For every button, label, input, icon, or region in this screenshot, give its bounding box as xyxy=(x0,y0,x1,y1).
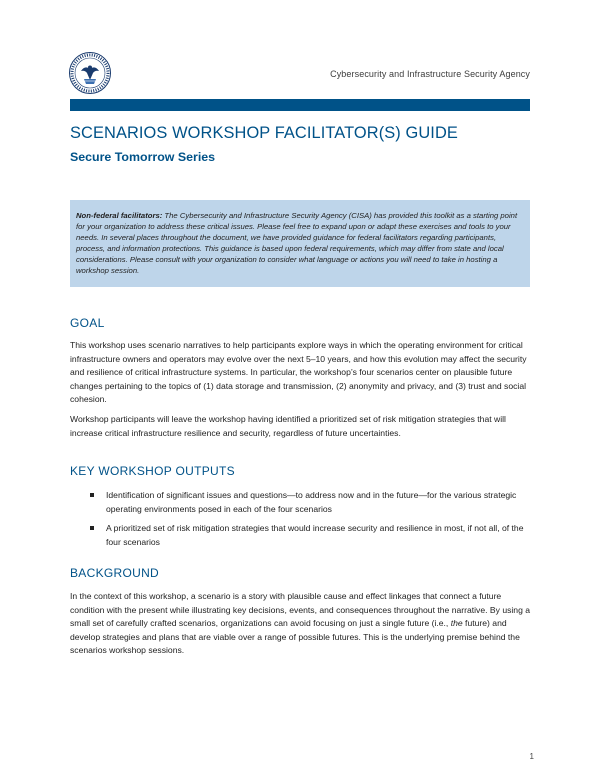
list-item xyxy=(70,489,532,516)
page-subtitle: Secure Tomorrow Series xyxy=(70,150,216,164)
list-item xyxy=(70,522,532,549)
background-text: future) and develop strategies and plans that are viable over a range of possible futures. This is the underlying premise behind the scenarios workshop sessions. xyxy=(70,618,520,655)
page-title: SCENARIOS WORKSHOP FACILITATOR(S) GUIDE xyxy=(70,124,458,142)
background-heading: BACKGROUND xyxy=(70,566,160,580)
notice-lead: Non-federal facilitators: xyxy=(76,211,163,220)
bullet-icon xyxy=(90,493,94,497)
header-rule xyxy=(70,99,530,111)
goal-heading: GOAL xyxy=(70,316,105,330)
outputs-heading: KEY WORKSHOP OUTPUTS xyxy=(70,464,235,478)
background-text: In the context of this workshop, a scenario is a story with plausible cause and effect linkages that connect a future condition with the present while illustrating key decisions, events, and consequences throughout the narrative. By using a small set of carefully crafted scenarios, organizations can avoid focusing on just a single future (i.e., xyxy=(70,591,531,628)
background-paragraph xyxy=(70,590,532,658)
dhs-seal-icon xyxy=(69,52,111,94)
non-federal-notice xyxy=(70,200,530,287)
page-number: 1 xyxy=(529,752,534,761)
notice-text: The Cybersecurity and Infrastructure Security Agency (CISA) has provided this toolkit as a starting point for your organization to address these critical issues. Please feel free to expand upon or adapt these exercises and tools to your needs. In several places throughout the document, we have provided guidance for federal facilitators regarding participants, process, and information protections. This guidance is based upon federal requirements, which may differ from state and local considerations. Please consult with your organization to consider what language or actions you will need to take in hosting a workshop session. xyxy=(76,211,518,275)
goal-paragraph: This workshop uses scenario narratives to help participants explore ways in which the operating environment for critical infrastructure owners and operators may evolve over the next 5–10 years, and how this evolution may affect the security and resilience of critical infrastructure systems. In particular, the workshop’s four scenarios center on plausible future changes pertaining to the topics of (1) data storage and transmission, (2) anonymity and privacy, and (3) trust and social cohesion. xyxy=(70,340,527,404)
goal-paragraph: Workshop participants will leave the workshop having identified a prioritized set of risk mitigation strategies that will increase critical infrastructure resilience and security, regardless of future uncertainties. xyxy=(70,414,506,438)
bullet-icon xyxy=(90,526,94,530)
list-item-text: A prioritized set of risk mitigation strategies that would increase security and resilience in most, if not all, of the four scenarios xyxy=(106,523,524,547)
outputs-list xyxy=(70,489,532,555)
agency-name: Cybersecurity and Infrastructure Security Agency xyxy=(330,69,530,79)
background-emphasis: the xyxy=(450,618,463,628)
list-item-text: Identification of significant issues and questions—to address now and in the future—for the various strategic operating environments posed in each of the four scenarios xyxy=(106,490,517,514)
